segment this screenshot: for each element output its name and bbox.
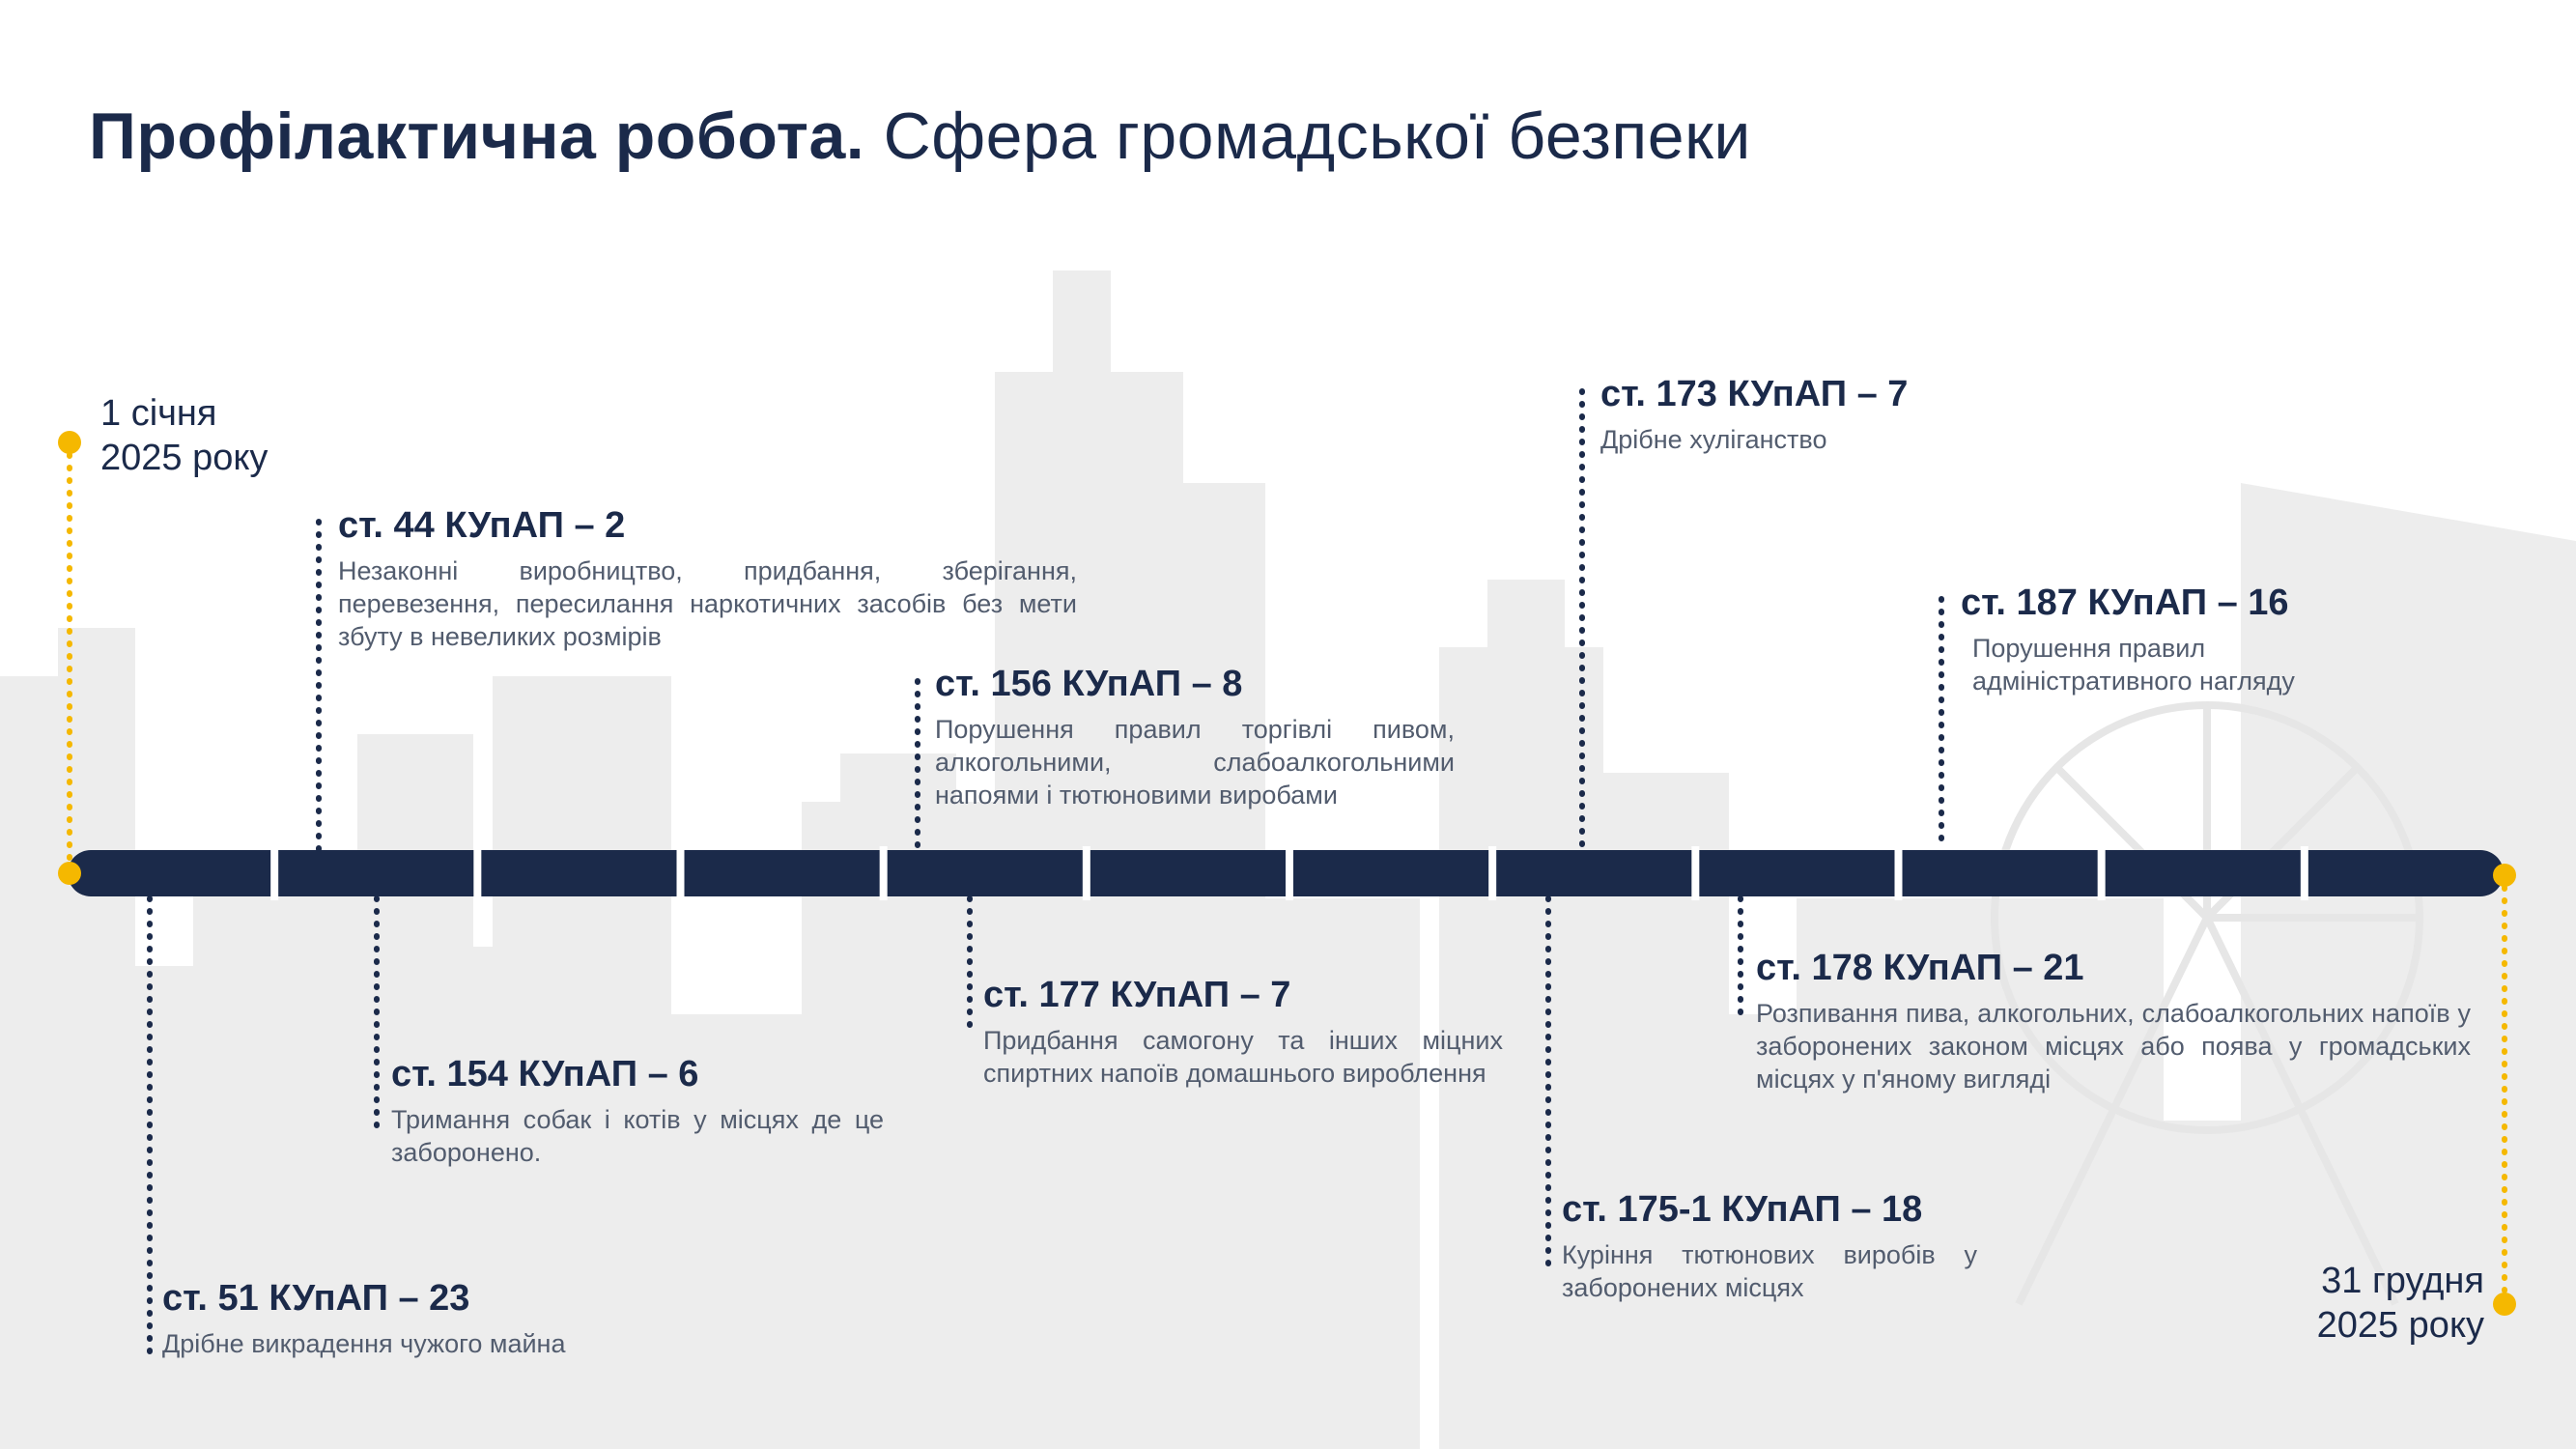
start-date-label — [100, 391, 268, 480]
event-heading: ст. 177 КУпАП – 7 — [983, 975, 1291, 1015]
month-separator — [2098, 846, 2106, 900]
timeline-dot — [2493, 1293, 2516, 1316]
month-separator — [270, 846, 278, 900]
month-separator — [1895, 846, 1903, 900]
timeline-dot — [2493, 864, 2516, 887]
event-description: Дрібне хуліганство — [1600, 425, 1827, 454]
end-date-label — [2279, 1259, 2484, 1348]
page-title-bold: Профілактична робота. — [89, 99, 865, 173]
event-description: Незаконні виробництво, придбання, зберігання, перевезення, пересилання наркотичних засобів без мети збуту в невеликих розмірів — [338, 556, 1077, 651]
event-st51 — [162, 1277, 780, 1360]
page-title-normal: Сфера громадської безпеки — [883, 99, 1751, 173]
event-heading: ст. 187 КУпАП – 16 — [1961, 582, 2289, 623]
timeline-dot — [58, 862, 81, 885]
event-description: Дрібне викрадення чужого майна — [162, 1329, 566, 1358]
start-date-line2: 2025 року — [100, 438, 269, 478]
event-description: Придбання самогону та інших міцних спиртних напоїв домашнього вироблення — [983, 1026, 1503, 1088]
month-separator — [1083, 846, 1090, 900]
event-st178 — [1756, 947, 2471, 1095]
end-date-line1: 31 грудня — [2321, 1261, 2484, 1301]
month-separator — [677, 846, 685, 900]
event-description: Порушення правил адміністративного нагляду — [1972, 634, 2295, 696]
event-st154 — [391, 1053, 884, 1169]
end-date-line2: 2025 року — [2316, 1305, 2484, 1346]
timeline-bar — [68, 846, 2504, 900]
month-separator — [473, 846, 481, 900]
event-heading: ст. 156 КУпАП – 8 — [935, 664, 1243, 704]
event-st177 — [983, 974, 1503, 1090]
month-separator — [2301, 846, 2308, 900]
event-st44 — [338, 504, 1077, 653]
event-heading: ст. 173 КУпАП – 7 — [1600, 374, 1909, 414]
timeline-dot — [58, 431, 81, 454]
event-heading: ст. 175-1 КУпАП – 18 — [1562, 1189, 1923, 1230]
event-heading: ст. 178 КУпАП – 21 — [1756, 948, 2084, 988]
event-description: Порушення правил торгівлі пивом, алкогольними, слабоалкогольними напоями і тютюновими виробами — [935, 715, 1455, 810]
event-description: Розпивання пива, алкогольних, слабоалкогольних напоїв у заборонених законом місцях або поява у громадських місцях у п'яному вигляді — [1756, 999, 2471, 1094]
event-heading: ст. 51 КУпАП – 23 — [162, 1278, 470, 1319]
month-separator — [1691, 846, 1699, 900]
event-description: Куріння тютюнових виробів у заборонених місцях — [1562, 1240, 1977, 1302]
event-st175 — [1562, 1188, 1977, 1304]
month-separator — [1488, 846, 1496, 900]
month-separator — [880, 846, 888, 900]
start-date-line1: 1 січня — [100, 393, 217, 434]
event-heading: ст. 44 КУпАП – 2 — [338, 505, 626, 546]
event-description: Тримання собак і котів у місцях де це заборонено. — [391, 1105, 884, 1167]
month-separator — [1286, 846, 1293, 900]
event-st156 — [935, 663, 1455, 811]
event-st173 — [1600, 373, 2083, 456]
event-heading: ст. 154 КУпАП – 6 — [391, 1054, 699, 1094]
event-st187 — [1961, 582, 2366, 697]
